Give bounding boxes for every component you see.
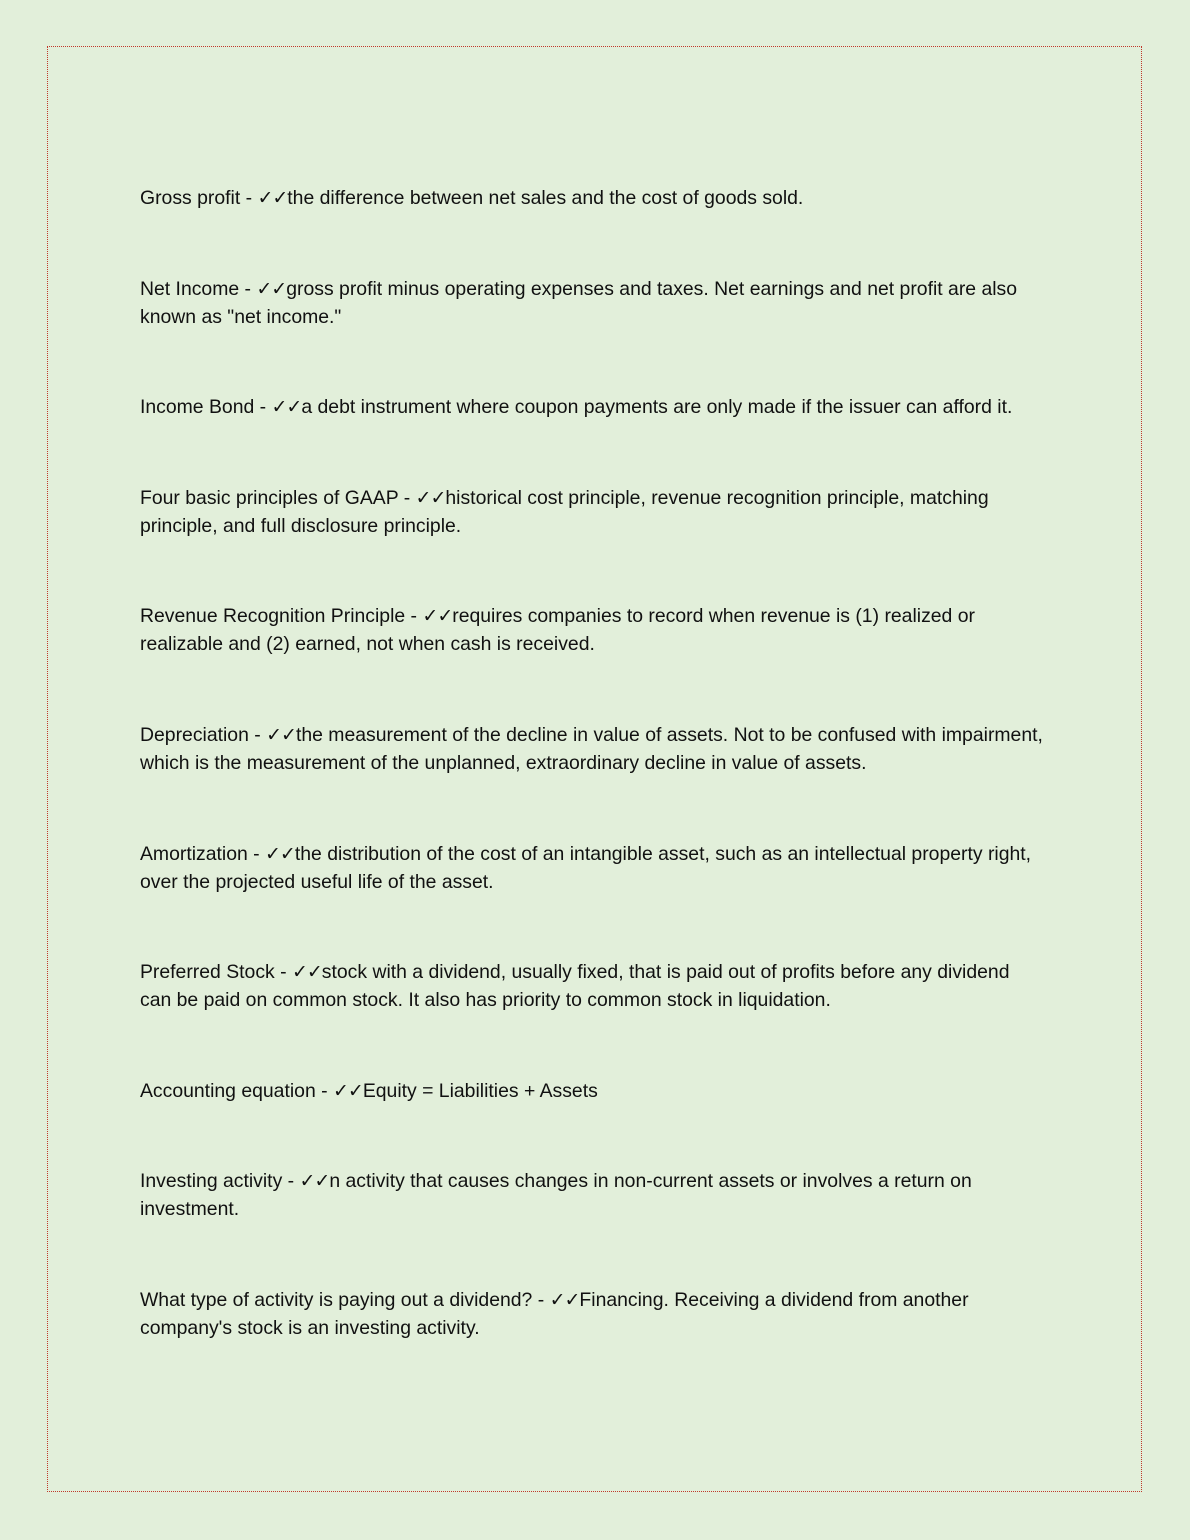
entry-definition: Equity = Liabilities + Assets bbox=[362, 1079, 598, 1102]
entry-definition: gross profit minus operating expenses and taxes. Net earnings and net profit are also known as "net income." bbox=[140, 277, 1018, 328]
entry-definition: requires companies to record when revenue is (1) realized or realizable and (2) earned, not when cash is received. bbox=[140, 605, 975, 656]
entry-separator: - bbox=[274, 961, 292, 984]
check-icon: ✓✓ bbox=[266, 723, 296, 746]
glossary-entry bbox=[140, 958, 1045, 1077]
entry-term: Depreciation bbox=[140, 723, 249, 746]
check-icon: ✓✓ bbox=[549, 1288, 580, 1311]
entry-term: Four basic principles of GAAP bbox=[140, 486, 399, 509]
check-icon: ✓✓ bbox=[256, 277, 287, 300]
check-icon: ✓✓ bbox=[271, 396, 302, 419]
check-icon: ✓✓ bbox=[422, 605, 453, 628]
entry-definition: n activity that causes changes in non-current assets or involves a return on investment. bbox=[140, 1170, 972, 1221]
glossary-entry bbox=[140, 184, 1045, 275]
entry-definition: the distribution of the cost of an intangible asset, such as an intellectual property right, over the projected useful life of the asset. bbox=[140, 842, 1032, 893]
entry-definition: the difference between net sales and the cost of goods sold. bbox=[287, 187, 804, 209]
entry-definition: stock with a dividend, usually fixed, that is paid out of profits before any dividend can be paid on common stock. It also has priority to common stock in liquidation. bbox=[140, 961, 1010, 1012]
glossary-entry bbox=[140, 602, 1045, 721]
entry-definition: historical cost principle, revenue recognition principle, matching principle, and full disclosure principle. bbox=[140, 486, 989, 537]
check-icon: ✓✓ bbox=[415, 486, 446, 509]
entry-term: Accounting equation bbox=[140, 1079, 316, 1102]
entry-definition: a debt instrument where coupon payments are only made if the issuer can afford it. bbox=[301, 396, 1013, 419]
entry-term: Amortization bbox=[140, 842, 248, 865]
entry-term: Income Bond bbox=[140, 396, 255, 419]
entry-separator: - bbox=[398, 486, 416, 509]
entry-term: What type of activity is paying out a dividend? bbox=[140, 1288, 533, 1311]
entry-term: Net Income bbox=[140, 277, 240, 300]
glossary-entry bbox=[140, 1167, 1045, 1286]
entry-term: Revenue Recognition Principle bbox=[140, 605, 406, 628]
entry-definition: the measurement of the decline in value of assets. Not to be confused with impairment, which is the measurement of the unplanned, extraordinary decline in value of assets. bbox=[140, 723, 1043, 774]
entry-separator: - bbox=[248, 723, 267, 746]
entry-separator: - bbox=[239, 277, 257, 300]
glossary-entry bbox=[140, 484, 1045, 603]
entry-term: Gross profit bbox=[140, 187, 241, 209]
glossary-entry bbox=[140, 721, 1045, 840]
entry-separator: - bbox=[405, 605, 423, 628]
entry-separator: - bbox=[315, 1079, 333, 1102]
glossary-entry bbox=[140, 840, 1045, 959]
entry-separator: - bbox=[247, 842, 266, 865]
glossary-entry bbox=[140, 275, 1045, 394]
check-icon: ✓✓ bbox=[265, 842, 295, 865]
glossary-list bbox=[140, 184, 1045, 1405]
check-icon: ✓✓ bbox=[332, 1079, 363, 1102]
entry-term: Investing activity bbox=[140, 1170, 283, 1193]
glossary-entry bbox=[140, 393, 1045, 484]
check-icon: ✓✓ bbox=[257, 187, 288, 209]
entry-term: Preferred Stock bbox=[140, 961, 275, 984]
glossary-entry bbox=[140, 1286, 1045, 1405]
glossary-entry bbox=[140, 1077, 1045, 1168]
entry-separator: - bbox=[532, 1288, 550, 1311]
entry-definition: Financing. Receiving a dividend from another company's stock is an investing activity. bbox=[140, 1288, 969, 1339]
entry-separator: - bbox=[282, 1170, 300, 1193]
entry-separator: - bbox=[254, 396, 272, 419]
check-icon: ✓✓ bbox=[299, 1170, 330, 1193]
entry-separator: - bbox=[240, 187, 258, 209]
check-icon: ✓✓ bbox=[291, 961, 322, 984]
